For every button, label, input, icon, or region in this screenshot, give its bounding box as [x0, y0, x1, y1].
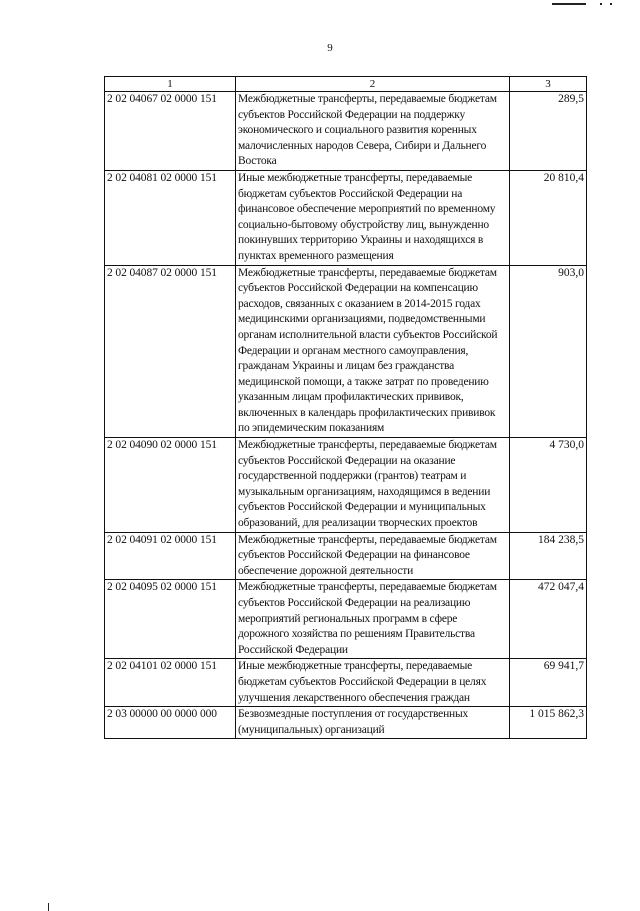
row-description: Межбюджетные трансферты, передаваемые бюджетам субъектов Российской Федерации на финансовое обеспечение дорожной деятельности: [236, 532, 510, 580]
column-header-description: 2: [236, 77, 510, 92]
table-row: [105, 92, 587, 171]
budget-code: 2 02 04101 02 0000 151: [105, 659, 236, 707]
budget-code: 2 02 04067 02 0000 151: [105, 92, 236, 171]
row-description: Межбюджетные трансферты, передаваемые бюджетам субъектов Российской Федерации на реализацию мероприятий региональных программ в сфере дорожного хозяйства по решениям Правительства Российской Федерации: [236, 580, 510, 659]
row-amount: 289,5: [510, 92, 587, 171]
table-row: [105, 438, 587, 533]
scan-dot: [600, 3, 602, 5]
row-description: Межбюджетные трансферты, передаваемые бюджетам субъектов Российской Федерации на компенсацию расходов, связанных с оказанием в 2014-2015 годах медицинскими организациями, подведомственными органам исполнительной власти субъектов Российской Федерации и органам местного самоуправления, гражданам Украины и лицам без гражданства медицинской помощи, а также затрат по проведению указанным лицам профилактических прививок, включенных в календарь профилактических прививок по эпидемическим показаниям: [236, 265, 510, 438]
budget-code: 2 02 04087 02 0000 151: [105, 265, 236, 438]
budget-code: 2 02 04081 02 0000 151: [105, 170, 236, 265]
scan-dot: [610, 3, 612, 5]
row-description: Иные межбюджетные трансферты, передаваемые бюджетам субъектов Российской Федерации в целях улучшения лекарственного обеспечения граждан: [236, 659, 510, 707]
row-amount: 20 810,4: [510, 170, 587, 265]
budget-code: 2 02 04095 02 0000 151: [105, 580, 236, 659]
budget-code: 2 03 00000 00 0000 000: [105, 707, 236, 739]
row-description: Безвозмездные поступления от государственных (муниципальных) организаций: [236, 707, 510, 739]
row-amount: 472 047,4: [510, 580, 587, 659]
scan-mark-left: [48, 903, 49, 911]
row-amount: 903,0: [510, 265, 587, 438]
table-row: [105, 265, 587, 438]
table-row: [105, 659, 587, 707]
table-row: [105, 532, 587, 580]
budget-code: 2 02 04090 02 0000 151: [105, 438, 236, 533]
row-description: Межбюджетные трансферты, передаваемые бюджетам субъектов Российской Федерации на оказание государственной поддержки (грантов) театрам и музыкальным организациям, находящимся в ведении субъектов Российской Федерации и муниципальных образований, для реализации творческих проектов: [236, 438, 510, 533]
page-number: 9: [327, 42, 333, 54]
table-row: [105, 170, 587, 265]
table-row: [105, 707, 587, 739]
row-description: Межбюджетные трансферты, передаваемые бюджетам субъектов Российской Федерации на поддержку экономического и социального развития коренных малочисленных народов Севера, Сибири и Дальнего Востока: [236, 92, 510, 171]
row-amount: 69 941,7: [510, 659, 587, 707]
budget-table: [104, 76, 587, 739]
row-amount: 1 015 862,3: [510, 707, 587, 739]
budget-code: 2 02 04091 02 0000 151: [105, 532, 236, 580]
table-header-row: [105, 77, 587, 92]
table-row: [105, 580, 587, 659]
column-header-code: 1: [105, 77, 236, 92]
scan-mark-top: [552, 3, 586, 5]
row-amount: 4 730,0: [510, 438, 587, 533]
row-amount: 184 238,5: [510, 532, 587, 580]
row-description: Иные межбюджетные трансферты, передаваемые бюджетам субъектов Российской Федерации на финансовое обеспечение мероприятий по временному социально-бытовому обустройству лиц, вынужденно покинувших территорию Украины и находящихся в пунктах временного размещения: [236, 170, 510, 265]
column-header-amount: 3: [510, 77, 587, 92]
